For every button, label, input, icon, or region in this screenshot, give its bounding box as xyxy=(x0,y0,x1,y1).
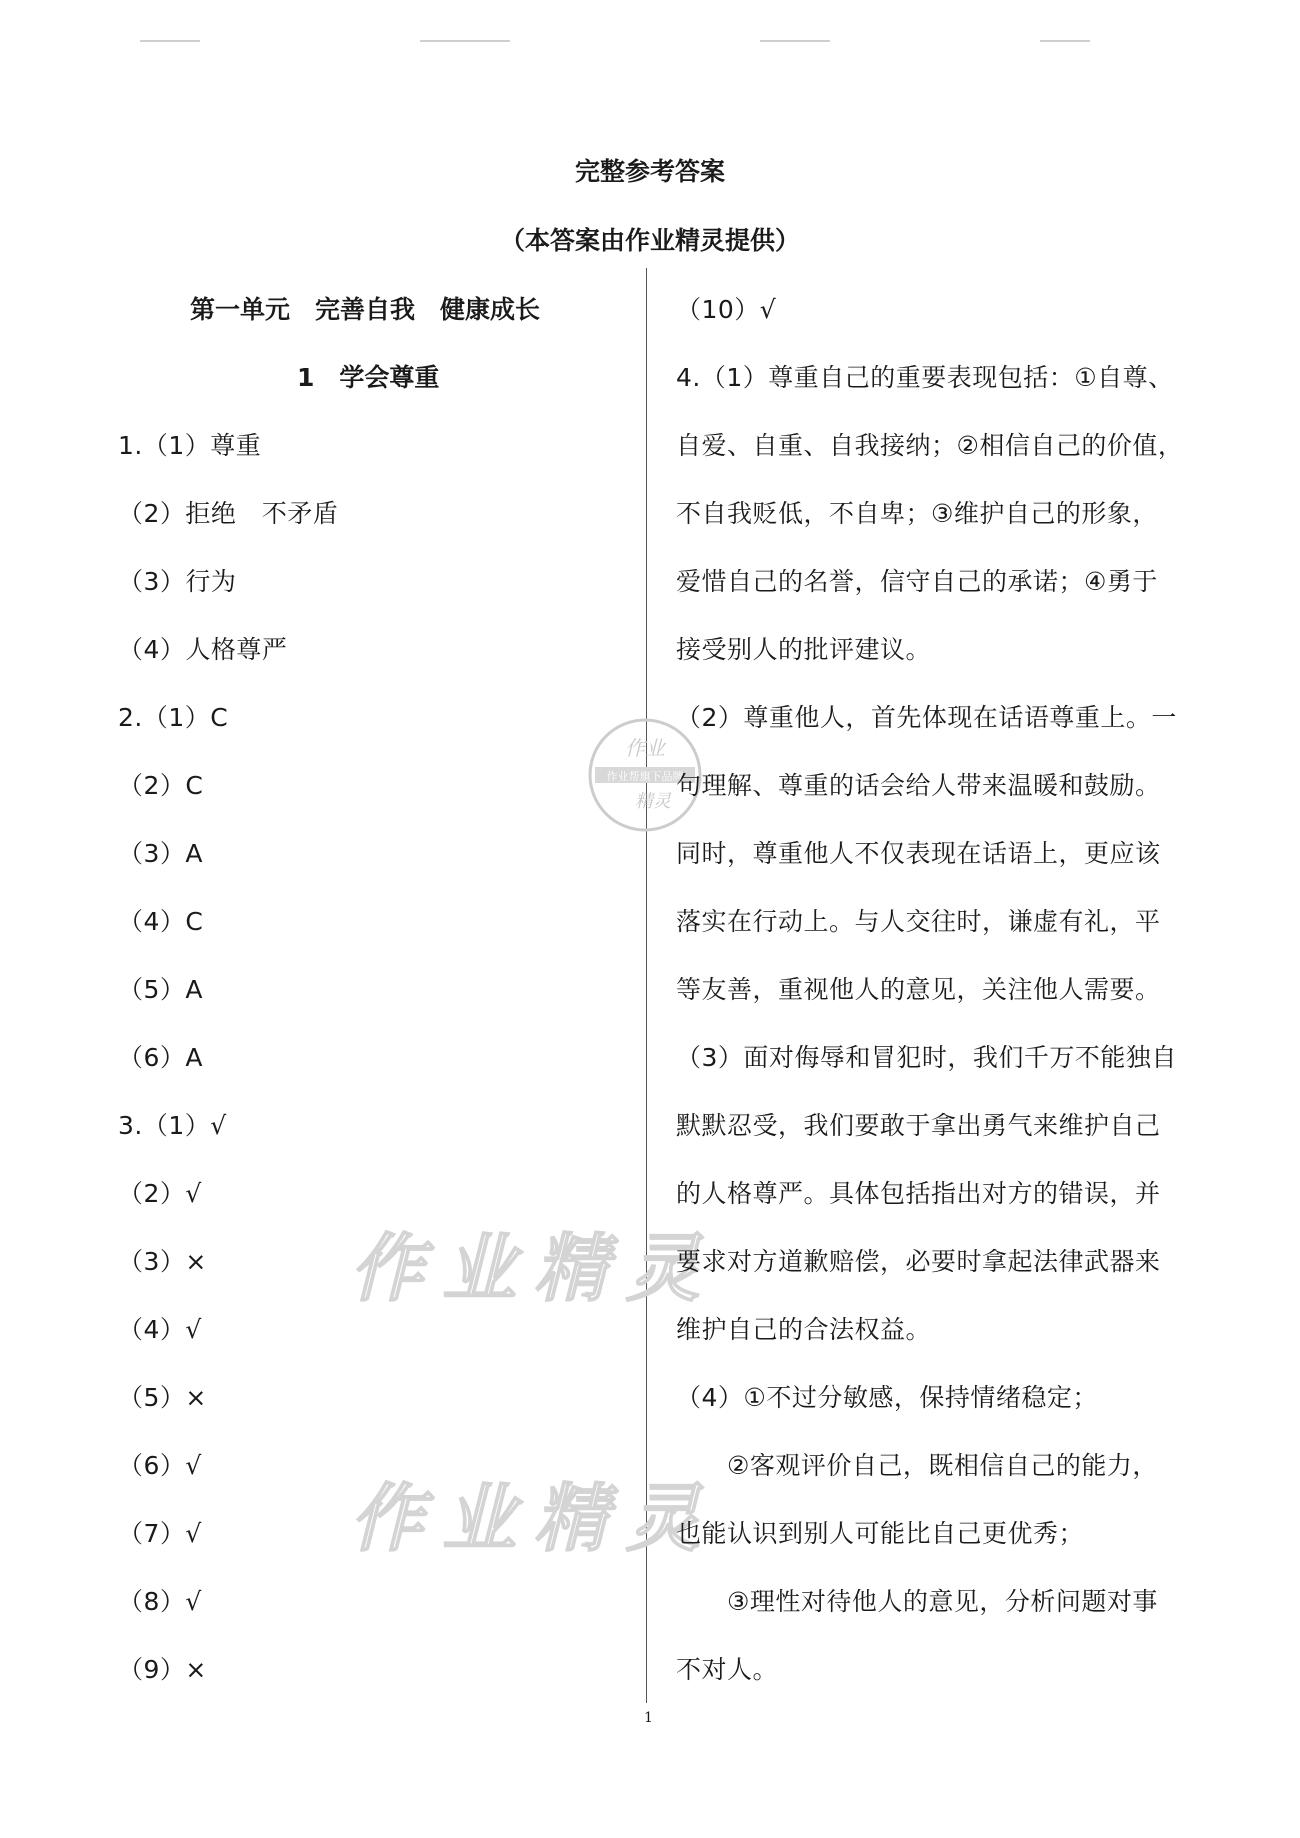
seal-bottom-text: 精灵 xyxy=(635,791,671,812)
answer-line: 默默忍受，我们要敢于拿出勇气来维护自己 xyxy=(676,1111,1161,1140)
answer-line: 的人格尊严。具体包括指出对方的错误，并 xyxy=(676,1179,1161,1208)
answer-line: 2.（1）C xyxy=(118,703,229,732)
page-title: 完整参考答案 xyxy=(574,157,725,186)
answer-line: （3）A xyxy=(118,839,204,868)
answer-line: （5）A xyxy=(118,975,204,1004)
provider-note: （本答案由作业精灵提供） xyxy=(499,226,800,255)
answer-line: （8）√ xyxy=(118,1587,202,1616)
answer-line: 也能认识到别人可能比自己更优秀； xyxy=(676,1519,1085,1548)
answer-line: （2）C xyxy=(118,771,204,800)
answer-line: 自爱、自重、自我接纳；②相信自己的价值， xyxy=(676,431,1184,460)
unit-title: 第一单元 完善自我 健康成长 xyxy=(190,295,541,324)
answer-line: （4）√ xyxy=(118,1315,202,1344)
watermark-text: 作业精灵 xyxy=(350,1476,718,1562)
answer-line: （3）× xyxy=(118,1247,207,1276)
answer-line: 不对人。 xyxy=(676,1655,779,1684)
answer-line: （10）√ xyxy=(676,295,777,324)
answer-line: （9）× xyxy=(118,1655,207,1684)
answer-line: ②客观评价自己，既相信自己的能力， xyxy=(676,1451,1158,1480)
answer-line: 要求对方道歉赔偿，必要时拿起法律武器来 xyxy=(676,1247,1161,1276)
answer-line: 句理解、尊重的话会给人带来温暖和鼓励。 xyxy=(676,771,1161,800)
answer-line: 接受别人的批评建议。 xyxy=(676,635,932,664)
answer-line: （4）C xyxy=(118,907,204,936)
lesson-title: 1 学会尊重 xyxy=(297,363,440,392)
page-number: 1 xyxy=(644,1710,653,1726)
answer-line: 1.（1）尊重 xyxy=(118,431,262,460)
answer-line: 同时，尊重他人不仅表现在话语上，更应该 xyxy=(676,839,1161,868)
answer-line: （3）面对侮辱和冒犯时，我们千万不能独自 xyxy=(676,1043,1177,1072)
answer-line: （4）人格尊严 xyxy=(118,635,288,664)
answer-line: 维护自己的合法权益。 xyxy=(676,1315,932,1344)
answer-line: （5）× xyxy=(118,1383,207,1412)
answer-line: 落实在行动上。与人交往时，谦虚有礼，平 xyxy=(676,907,1161,936)
answer-line: 等友善，重视他人的意见，关注他人需要。 xyxy=(676,975,1161,1004)
answer-line: 4.（1）尊重自己的重要表现包括：①自尊、 xyxy=(676,363,1174,392)
answer-line: （2）尊重他人，首先体现在话语尊重上。一 xyxy=(676,703,1177,732)
answer-line: （3）行为 xyxy=(118,567,237,596)
seal-top-text: 作业 xyxy=(625,736,665,760)
answer-line: （2）拒绝 不矛盾 xyxy=(118,499,339,528)
watermark-text: 作业精灵 xyxy=(350,1226,718,1312)
answer-line: （4）①不过分敏感，保持情绪稳定； xyxy=(676,1383,1098,1412)
answer-line: ③理性对待他人的意见，分析问题对事 xyxy=(676,1587,1158,1616)
answer-line: （2）√ xyxy=(118,1179,202,1208)
answer-line: （6）√ xyxy=(118,1451,202,1480)
answer-line: 不自我贬低，不自卑；③维护自己的形象， xyxy=(676,499,1158,528)
answer-line: 3.（1）√ xyxy=(118,1111,227,1140)
answer-line: （7）√ xyxy=(118,1519,202,1548)
seal-middle-text: 作业帮旗下品牌 xyxy=(606,770,684,783)
answer-line: 爱惜自己的名誉，信守自己的承诺；④勇于 xyxy=(676,567,1158,596)
answer-line: （6）A xyxy=(118,1043,204,1072)
